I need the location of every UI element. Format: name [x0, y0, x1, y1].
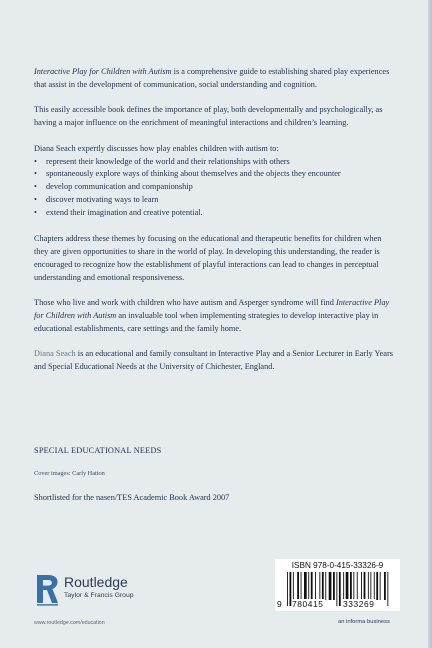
publisher-name: Routledge — [64, 574, 128, 590]
list-item-text: extend their imagination and creative potential. — [46, 208, 203, 218]
bullet-icon: • — [34, 182, 37, 192]
isbn-number: ISBN 978-0-415-33326-9 — [291, 561, 384, 570]
routledge-logo-icon — [34, 572, 60, 606]
importance-paragraph: This easily accessible book defines the importance of play, both developmentally and psychologically, as having a major influence on the enrichment of meaningful interactions and children’s learning. — [34, 105, 383, 128]
publisher-logo-block — [34, 570, 184, 610]
list-item — [34, 156, 394, 169]
list-item — [34, 194, 394, 207]
blurb — [34, 66, 394, 387]
publisher-url[interactable]: www.routledge.com/education — [34, 620, 105, 626]
benefits-list — [34, 156, 394, 221]
intro-text: is a comprehensive guide to establishing shared play experiences that assist in the development of communication, social understanding and cognition. — [34, 67, 390, 89]
author-bio-text: is an educational and family consultant in Interactive Play and a Senior Lecturer in Early Years and Special Educational Needs at the University of Chichester, England. — [34, 349, 393, 372]
bullet-icon: • — [34, 208, 37, 218]
informa-tagline: an informa business — [338, 619, 390, 625]
book-title-italic: Interactive Play for Children with Autism — [34, 67, 172, 76]
barcode-right-digits: 333269 — [343, 599, 375, 609]
audience-text-end: an invaluable tool when implementing strategies to develop interactive play in educational establishments, care settings and the family home. — [34, 311, 379, 333]
list-item — [34, 181, 394, 194]
barcode-block — [275, 559, 400, 611]
list-item-text: develop communication and companionship — [46, 182, 193, 192]
audience-text-start: Those who live and work with children who have autism and Asperger syndrome will find — [34, 298, 336, 308]
intro-paragraph — [34, 66, 394, 92]
list-item-text: represent their knowledge of the world and their relationships with others — [46, 156, 290, 166]
category-heading: SPECIAL EDUCATIONAL NEEDS — [34, 446, 162, 455]
publisher-group: Taylor & Francis Group — [64, 592, 134, 599]
list-item — [34, 168, 394, 181]
list-item-text: spontaneously explore ways of thinking about themselves and the objects they encounter — [46, 169, 341, 179]
author-name: Diana Seach — [34, 349, 76, 359]
audience-paragraph — [34, 297, 394, 336]
barcode-left-digits: 780415 — [292, 599, 324, 609]
bullet-icon: • — [34, 156, 37, 166]
barcode-lead-digit: 9 — [277, 599, 283, 609]
author-bio — [34, 348, 394, 374]
page-edge — [428, 0, 432, 648]
chapters-paragraph: Chapters address these themes by focusing on the educational and therapeutic benefits for children when they are given opportunities to share in the world of play. In developing this understanding, the reader is encouraged to recognize how the establishment of playful interactions can lead to changes in perceptual understanding and emotional responsiveness. — [34, 234, 382, 282]
bullet-icon: • — [34, 195, 37, 205]
book-title-italic: Interactive Play for Children with Autism — [34, 298, 390, 321]
list-item — [34, 207, 394, 220]
bullet-icon: • — [34, 169, 37, 179]
cover-credit: Cover images: Carly Hatton — [34, 470, 105, 477]
award-note: Shortlisted for the nasen/TES Academic Book Award 2007 — [34, 493, 230, 502]
list-intro: Diana Seach expertly discusses how play enables children with autism to: — [34, 143, 279, 153]
list-item-text: discover motivating ways to learn — [46, 195, 159, 205]
